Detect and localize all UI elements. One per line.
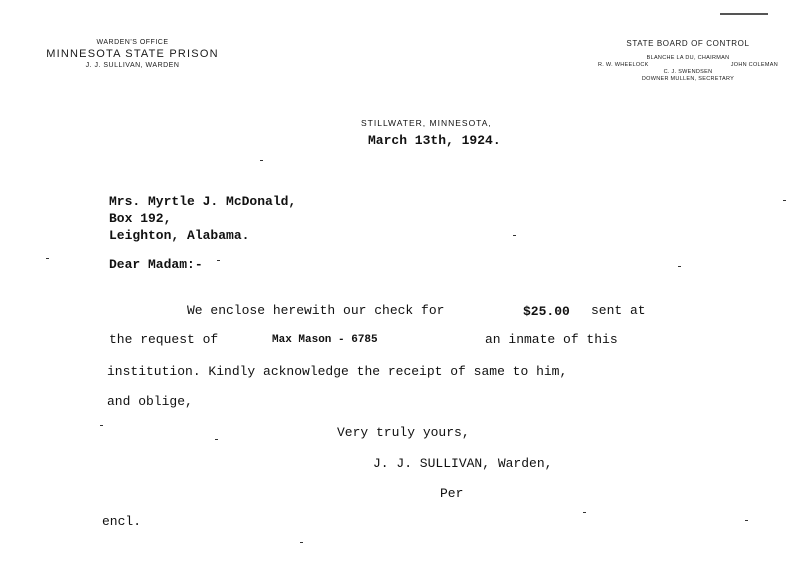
body-line-4: and oblige, — [107, 394, 193, 409]
complimentary-close: Very truly yours, — [337, 425, 470, 440]
scan-speck — [678, 266, 681, 267]
scan-speck — [300, 542, 303, 543]
office-label: WARDEN'S OFFICE — [96, 39, 169, 46]
body-line-1-start: We enclose herewith our check for — [187, 303, 445, 318]
scan-speck — [720, 13, 768, 15]
inmate-name: Max Mason - 6785 — [272, 334, 378, 346]
body-line-1-end: sent at — [591, 303, 646, 318]
warden-name: J. J. SULLIVAN, WARDEN — [85, 62, 180, 69]
board-member: JOHN COLEMAN — [730, 62, 778, 68]
board-member: C. J. SWENDSEN — [663, 69, 713, 75]
letterhead-left — [30, 38, 235, 70]
scan-speck — [260, 160, 263, 161]
body-line-3: institution. Kindly acknowledge the receipt of same to him, — [107, 364, 568, 379]
institution-name: MINNESOTA STATE PRISON — [46, 48, 219, 60]
board-chairman: BLANCHE LA DU, CHAIRMAN — [646, 55, 730, 61]
scan-speck — [745, 520, 748, 521]
board-name: STATE BOARD OF CONTROL — [626, 39, 750, 48]
board-member: R. W. WHEELOCK — [598, 62, 649, 68]
scan-speck — [215, 439, 218, 440]
per-line: Per — [440, 486, 464, 501]
enclosure-note: encl. — [102, 514, 142, 529]
scan-speck — [100, 425, 103, 426]
recipient-box: Box 192, — [109, 211, 172, 226]
scan-speck — [513, 235, 516, 236]
board-secretary: DOWNER MULLEN, SECRETARY — [641, 76, 735, 82]
scan-speck — [46, 258, 49, 259]
board-members-row — [598, 62, 778, 69]
recipient-name: Mrs. Myrtle J. McDonald, — [109, 194, 297, 209]
scan-speck — [217, 260, 220, 261]
letterhead-right — [598, 38, 778, 83]
signer-name: J. J. SULLIVAN, Warden, — [373, 456, 553, 471]
body-line-2-end: an inmate of this — [485, 332, 618, 347]
salutation: Dear Madam:- — [109, 257, 203, 272]
check-amount: $25.00 — [523, 304, 570, 319]
dateline-place: STILLWATER, MINNESOTA, — [361, 118, 492, 128]
scan-speck — [583, 512, 586, 513]
scan-speck — [783, 200, 786, 201]
recipient-city: Leighton, Alabama. — [109, 228, 250, 243]
letter-date: March 13th, 1924. — [368, 133, 501, 148]
body-line-2-start: the request of — [109, 332, 219, 347]
